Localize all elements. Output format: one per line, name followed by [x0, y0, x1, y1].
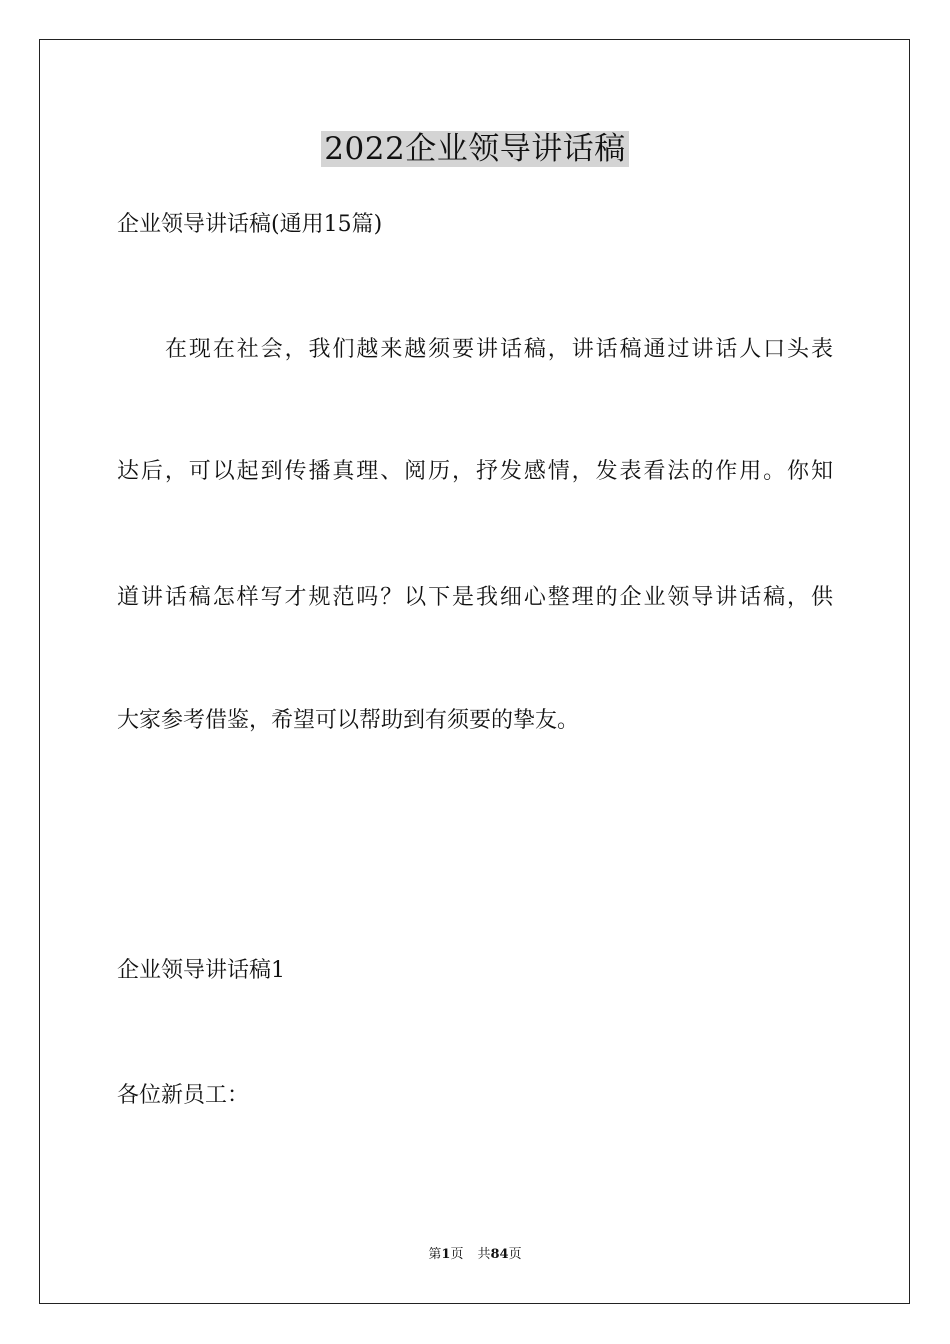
document-subtitle: 企业领导讲话稿(通用15篇) — [117, 212, 383, 237]
intro-paragraph-line-1 — [117, 335, 833, 365]
footer-total-pages: 84 — [490, 1247, 509, 1262]
footer-page-prefix: 第 — [428, 1247, 442, 1262]
section-heading: 企业领导讲话稿1 — [117, 958, 285, 983]
footer-current-page: 1 — [441, 1247, 451, 1262]
intro-paragraph-line-2: 达后，可以起到传播真理、阅历，抒发感情，发表看法的作用。你知 — [117, 459, 833, 484]
greeting-line: 各位新员工： — [117, 1083, 250, 1108]
intro-paragraph-line-3: 道讲话稿怎样写才规范吗？以下是我细心整理的企业领导讲话稿，供 — [117, 585, 833, 610]
footer-page-suffix: 页 — [450, 1247, 464, 1262]
footer-total-suffix: 页 — [508, 1247, 522, 1262]
document-title-text: 2022企业领导讲话稿 — [321, 131, 628, 167]
intro-line-1-text: 在现在社会，我们越来越须要讲话稿，讲话稿通过讲话人口头表 — [165, 337, 833, 362]
intro-paragraph-line-4: 大家参考借鉴，希望可以帮助到有须要的挚友。 — [117, 708, 580, 733]
document-title — [0, 124, 950, 174]
footer-total-prefix: 共 — [477, 1247, 491, 1262]
page-footer — [0, 1246, 950, 1264]
